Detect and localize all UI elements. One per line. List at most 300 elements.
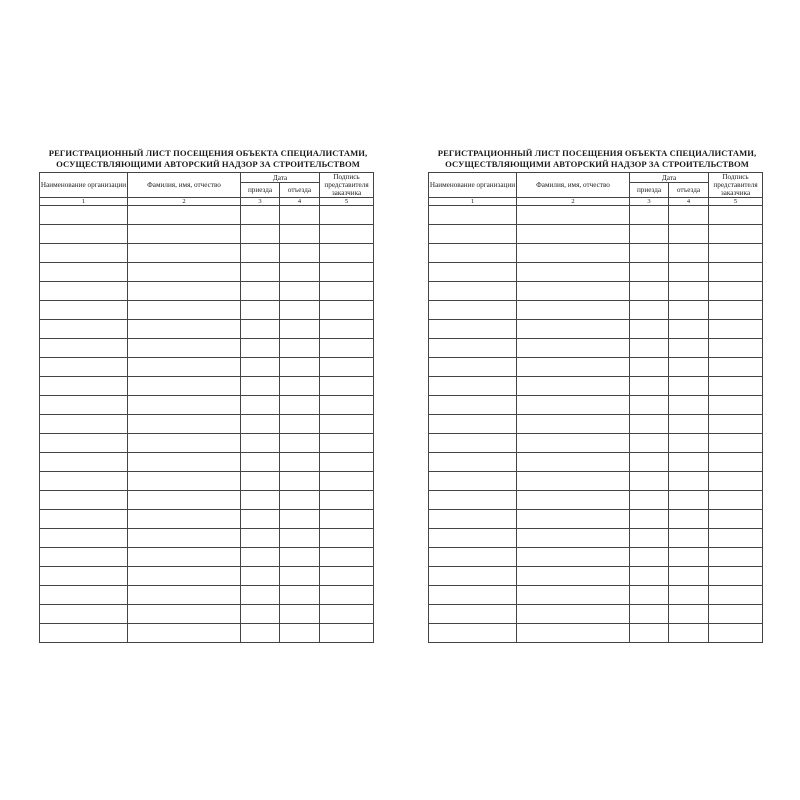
table-row bbox=[429, 358, 763, 377]
column-number: 4 bbox=[669, 198, 709, 206]
table-cell bbox=[709, 206, 763, 225]
table-row bbox=[429, 225, 763, 244]
table-cell bbox=[280, 263, 320, 282]
table-cell bbox=[517, 510, 630, 529]
table-cell bbox=[517, 491, 630, 510]
table-cell bbox=[517, 263, 630, 282]
table-cell bbox=[320, 358, 374, 377]
table-cell bbox=[709, 567, 763, 586]
table-cell bbox=[40, 396, 128, 415]
form-title bbox=[22, 148, 394, 170]
table-cell bbox=[280, 548, 320, 567]
table-cell bbox=[709, 510, 763, 529]
table-cell bbox=[429, 472, 517, 491]
table-cell bbox=[128, 624, 241, 643]
table-cell bbox=[128, 244, 241, 263]
table-cell bbox=[320, 624, 374, 643]
table-cell bbox=[630, 453, 669, 472]
table-row bbox=[429, 339, 763, 358]
header-signature: Подпись представителя заказчика bbox=[709, 173, 763, 198]
table-cell bbox=[669, 263, 709, 282]
table-cell bbox=[429, 529, 517, 548]
table-cell bbox=[320, 301, 374, 320]
table-cell bbox=[241, 339, 280, 358]
registration-table bbox=[428, 172, 763, 643]
table-cell bbox=[517, 586, 630, 605]
table-row bbox=[429, 605, 763, 624]
table-row bbox=[40, 320, 374, 339]
table-cell bbox=[241, 415, 280, 434]
table-cell bbox=[241, 529, 280, 548]
table-cell bbox=[630, 605, 669, 624]
table-cell bbox=[40, 377, 128, 396]
title-line-2: ОСУЩЕСТВЛЯЮЩИМИ АВТОРСКИЙ НАДЗОР ЗА СТРОИТЕЛЬСТВОМ bbox=[445, 159, 749, 169]
table-cell bbox=[669, 586, 709, 605]
table-row bbox=[40, 491, 374, 510]
table-cell bbox=[429, 244, 517, 263]
table-cell bbox=[429, 434, 517, 453]
table-cell bbox=[280, 282, 320, 301]
table-row bbox=[429, 263, 763, 282]
header-departure: отъезда bbox=[280, 183, 320, 198]
table-cell bbox=[320, 510, 374, 529]
table-cell bbox=[40, 624, 128, 643]
table-row bbox=[40, 358, 374, 377]
table-cell bbox=[320, 472, 374, 491]
table-cell bbox=[320, 415, 374, 434]
table-cell bbox=[320, 282, 374, 301]
table-cell bbox=[320, 567, 374, 586]
table-cell bbox=[630, 510, 669, 529]
header-name: Фамилия, имя, отчество bbox=[517, 173, 630, 198]
table-cell bbox=[40, 434, 128, 453]
table-cell bbox=[630, 263, 669, 282]
table-cell bbox=[40, 263, 128, 282]
table-cell bbox=[669, 377, 709, 396]
table-cell bbox=[128, 434, 241, 453]
table-cell bbox=[429, 624, 517, 643]
table-row bbox=[40, 434, 374, 453]
header-org: Наименование организации bbox=[429, 173, 517, 198]
table-cell bbox=[429, 377, 517, 396]
table-cell bbox=[669, 339, 709, 358]
table-cell bbox=[709, 624, 763, 643]
table-cell bbox=[320, 586, 374, 605]
table-cell bbox=[630, 415, 669, 434]
table-cell bbox=[630, 472, 669, 491]
table-cell bbox=[40, 605, 128, 624]
table-cell bbox=[669, 510, 709, 529]
table-cell bbox=[517, 244, 630, 263]
column-number: 1 bbox=[40, 198, 128, 206]
table-cell bbox=[669, 491, 709, 510]
table-cell bbox=[320, 320, 374, 339]
table-cell bbox=[40, 339, 128, 358]
table-cell bbox=[241, 472, 280, 491]
table-cell bbox=[320, 453, 374, 472]
table-cell bbox=[241, 320, 280, 339]
header-arrival: приезда bbox=[241, 183, 280, 198]
table-cell bbox=[669, 282, 709, 301]
table-cell bbox=[40, 472, 128, 491]
table-row bbox=[429, 244, 763, 263]
table-row bbox=[40, 339, 374, 358]
title-line-1: РЕГИСТРАЦИОННЫЙ ЛИСТ ПОСЕЩЕНИЯ ОБЪЕКТА СПЕЦИАЛИСТАМИ, bbox=[48, 148, 368, 158]
table-cell bbox=[709, 453, 763, 472]
header-signature: Подпись представителя заказчика bbox=[320, 173, 374, 198]
table-cell bbox=[669, 548, 709, 567]
table-cell bbox=[669, 396, 709, 415]
column-number: 2 bbox=[128, 198, 241, 206]
table-row bbox=[429, 510, 763, 529]
table-cell bbox=[128, 358, 241, 377]
table-cell bbox=[517, 301, 630, 320]
title-line-2: ОСУЩЕСТВЛЯЮЩИМИ АВТОРСКИЙ НАДЗОР ЗА СТРОИТЕЛЬСТВОМ bbox=[56, 159, 360, 169]
table-row bbox=[40, 567, 374, 586]
table-cell bbox=[241, 624, 280, 643]
table-cell bbox=[40, 586, 128, 605]
column-number: 1 bbox=[429, 198, 517, 206]
table-cell bbox=[517, 282, 630, 301]
header-departure: отъезда bbox=[669, 183, 709, 198]
table-cell bbox=[128, 206, 241, 225]
table-cell bbox=[40, 301, 128, 320]
table-cell bbox=[40, 453, 128, 472]
table-cell bbox=[280, 206, 320, 225]
table-cell bbox=[709, 263, 763, 282]
table-cell bbox=[517, 415, 630, 434]
table-row bbox=[40, 396, 374, 415]
table-cell bbox=[630, 567, 669, 586]
table-cell bbox=[709, 301, 763, 320]
table-cell bbox=[429, 282, 517, 301]
table-row bbox=[429, 206, 763, 225]
table-cell bbox=[669, 453, 709, 472]
header-name: Фамилия, имя, отчество bbox=[128, 173, 241, 198]
table-cell bbox=[280, 301, 320, 320]
table-cell bbox=[517, 225, 630, 244]
table-cell bbox=[280, 358, 320, 377]
table-cell bbox=[429, 396, 517, 415]
table-row bbox=[429, 529, 763, 548]
table-cell bbox=[630, 301, 669, 320]
table-row bbox=[429, 491, 763, 510]
table-cell bbox=[320, 548, 374, 567]
table-cell bbox=[517, 358, 630, 377]
column-number: 5 bbox=[320, 198, 374, 206]
table-cell bbox=[709, 605, 763, 624]
table-row bbox=[40, 624, 374, 643]
table-cell bbox=[429, 358, 517, 377]
table-cell bbox=[280, 453, 320, 472]
table-cell bbox=[40, 510, 128, 529]
table-cell bbox=[128, 301, 241, 320]
table-cell bbox=[280, 320, 320, 339]
table-cell bbox=[630, 377, 669, 396]
table-cell bbox=[429, 548, 517, 567]
header-date: Дата bbox=[630, 173, 709, 183]
table-cell bbox=[320, 339, 374, 358]
table-cell bbox=[429, 206, 517, 225]
table-cell bbox=[517, 434, 630, 453]
table-row bbox=[40, 301, 374, 320]
table-cell bbox=[429, 453, 517, 472]
table-cell bbox=[517, 339, 630, 358]
table-cell bbox=[630, 225, 669, 244]
table-cell bbox=[669, 358, 709, 377]
table-cell bbox=[280, 510, 320, 529]
table-cell bbox=[320, 225, 374, 244]
table-cell bbox=[429, 320, 517, 339]
table-cell bbox=[709, 548, 763, 567]
table-cell bbox=[241, 282, 280, 301]
table-cell bbox=[40, 548, 128, 567]
table-cell bbox=[669, 567, 709, 586]
table-row bbox=[40, 529, 374, 548]
table-row bbox=[429, 301, 763, 320]
table-cell bbox=[709, 244, 763, 263]
table-cell bbox=[128, 567, 241, 586]
table-row bbox=[429, 567, 763, 586]
column-number: 3 bbox=[241, 198, 280, 206]
table-cell bbox=[630, 491, 669, 510]
table-cell bbox=[241, 358, 280, 377]
table-cell bbox=[709, 434, 763, 453]
table-cell bbox=[40, 491, 128, 510]
table-cell bbox=[709, 282, 763, 301]
table-cell bbox=[40, 415, 128, 434]
table-cell bbox=[40, 529, 128, 548]
table-row bbox=[40, 605, 374, 624]
table-row bbox=[40, 415, 374, 434]
table-cell bbox=[40, 282, 128, 301]
table-row bbox=[429, 377, 763, 396]
table-cell bbox=[128, 396, 241, 415]
table-cell bbox=[280, 472, 320, 491]
table-cell bbox=[517, 472, 630, 491]
header-arrival: приезда bbox=[630, 183, 669, 198]
table-cell bbox=[709, 377, 763, 396]
table-cell bbox=[280, 377, 320, 396]
table-cell bbox=[517, 605, 630, 624]
header-date: Дата bbox=[241, 173, 320, 183]
table-cell bbox=[241, 263, 280, 282]
table-cell bbox=[709, 529, 763, 548]
table-cell bbox=[280, 529, 320, 548]
table-cell bbox=[128, 548, 241, 567]
table-cell bbox=[128, 415, 241, 434]
header-org: Наименование организации bbox=[40, 173, 128, 198]
table-cell bbox=[320, 377, 374, 396]
table-row bbox=[429, 434, 763, 453]
table-cell bbox=[630, 624, 669, 643]
table-cell bbox=[40, 320, 128, 339]
table-cell bbox=[429, 567, 517, 586]
table-cell bbox=[241, 586, 280, 605]
table-cell bbox=[669, 605, 709, 624]
form-title bbox=[411, 148, 783, 170]
table-cell bbox=[630, 206, 669, 225]
table-cell bbox=[241, 206, 280, 225]
table-row bbox=[429, 320, 763, 339]
table-row bbox=[40, 263, 374, 282]
table-cell bbox=[241, 396, 280, 415]
table-cell bbox=[517, 320, 630, 339]
table-cell bbox=[280, 567, 320, 586]
table-cell bbox=[630, 396, 669, 415]
table-cell bbox=[669, 225, 709, 244]
table-cell bbox=[669, 206, 709, 225]
table-row bbox=[429, 624, 763, 643]
table-cell bbox=[40, 206, 128, 225]
table-cell bbox=[320, 529, 374, 548]
table-cell bbox=[429, 510, 517, 529]
table-cell bbox=[709, 472, 763, 491]
table-cell bbox=[241, 301, 280, 320]
table-cell bbox=[241, 453, 280, 472]
table-cell bbox=[630, 244, 669, 263]
table-cell bbox=[280, 491, 320, 510]
column-number: 3 bbox=[630, 198, 669, 206]
table-cell bbox=[128, 282, 241, 301]
table-cell bbox=[280, 624, 320, 643]
table-cell bbox=[280, 605, 320, 624]
table-cell bbox=[241, 377, 280, 396]
table-cell bbox=[669, 320, 709, 339]
table-row bbox=[40, 282, 374, 301]
table-cell bbox=[517, 567, 630, 586]
table-cell bbox=[280, 586, 320, 605]
table-cell bbox=[128, 453, 241, 472]
table-cell bbox=[429, 586, 517, 605]
table-cell bbox=[630, 282, 669, 301]
table-cell bbox=[429, 263, 517, 282]
column-number: 2 bbox=[517, 198, 630, 206]
table-cell bbox=[517, 377, 630, 396]
table-cell bbox=[429, 491, 517, 510]
table-cell bbox=[280, 225, 320, 244]
table-cell bbox=[709, 358, 763, 377]
table-row bbox=[429, 586, 763, 605]
table-cell bbox=[669, 624, 709, 643]
table-cell bbox=[709, 320, 763, 339]
table-cell bbox=[280, 434, 320, 453]
table-cell bbox=[709, 491, 763, 510]
table-cell bbox=[429, 225, 517, 244]
table-cell bbox=[320, 434, 374, 453]
table-cell bbox=[241, 491, 280, 510]
table-cell bbox=[128, 491, 241, 510]
table-cell bbox=[128, 225, 241, 244]
registration-table bbox=[39, 172, 374, 643]
table-cell bbox=[40, 225, 128, 244]
table-cell bbox=[320, 244, 374, 263]
table-cell bbox=[241, 567, 280, 586]
table-cell bbox=[669, 301, 709, 320]
table-cell bbox=[320, 396, 374, 415]
table-cell bbox=[128, 586, 241, 605]
table-cell bbox=[40, 567, 128, 586]
table-cell bbox=[429, 339, 517, 358]
table-cell bbox=[517, 529, 630, 548]
column-number: 5 bbox=[709, 198, 763, 206]
table-cell bbox=[669, 529, 709, 548]
table-row bbox=[40, 548, 374, 567]
table-cell bbox=[709, 225, 763, 244]
table-cell bbox=[128, 472, 241, 491]
table-cell bbox=[630, 586, 669, 605]
table-cell bbox=[241, 510, 280, 529]
table-row bbox=[429, 415, 763, 434]
table-cell bbox=[128, 510, 241, 529]
table-row bbox=[40, 453, 374, 472]
table-cell bbox=[429, 301, 517, 320]
table-cell bbox=[320, 263, 374, 282]
table-cell bbox=[429, 605, 517, 624]
table-cell bbox=[40, 358, 128, 377]
table-cell bbox=[241, 244, 280, 263]
table-cell bbox=[669, 244, 709, 263]
table-cell bbox=[630, 434, 669, 453]
table-cell bbox=[320, 605, 374, 624]
table-row bbox=[429, 548, 763, 567]
table-cell bbox=[669, 434, 709, 453]
table-cell bbox=[709, 339, 763, 358]
table-cell bbox=[128, 263, 241, 282]
table-cell bbox=[128, 339, 241, 358]
table-cell bbox=[241, 225, 280, 244]
table-row bbox=[40, 377, 374, 396]
table-row bbox=[429, 453, 763, 472]
table-cell bbox=[280, 339, 320, 358]
table-cell bbox=[241, 605, 280, 624]
table-cell bbox=[630, 339, 669, 358]
title-line-1: РЕГИСТРАЦИОННЫЙ ЛИСТ ПОСЕЩЕНИЯ ОБЪЕКТА СПЕЦИАЛИСТАМИ, bbox=[437, 148, 757, 158]
table-cell bbox=[517, 396, 630, 415]
table-row bbox=[40, 225, 374, 244]
table-cell bbox=[320, 206, 374, 225]
table-cell bbox=[669, 415, 709, 434]
table-cell bbox=[709, 415, 763, 434]
table-cell bbox=[630, 320, 669, 339]
table-cell bbox=[40, 244, 128, 263]
table-row bbox=[429, 472, 763, 491]
table-row bbox=[40, 206, 374, 225]
table-cell bbox=[517, 206, 630, 225]
table-cell bbox=[241, 434, 280, 453]
table-row bbox=[40, 244, 374, 263]
table-cell bbox=[630, 358, 669, 377]
table-cell bbox=[320, 491, 374, 510]
table-cell bbox=[630, 548, 669, 567]
table-row bbox=[40, 510, 374, 529]
table-cell bbox=[280, 244, 320, 263]
table-cell bbox=[709, 396, 763, 415]
table-cell bbox=[429, 415, 517, 434]
table-row bbox=[429, 396, 763, 415]
table-row bbox=[429, 282, 763, 301]
table-cell bbox=[517, 624, 630, 643]
table-cell bbox=[280, 396, 320, 415]
column-number: 4 bbox=[280, 198, 320, 206]
table-cell bbox=[128, 377, 241, 396]
table-cell bbox=[709, 586, 763, 605]
table-cell bbox=[128, 529, 241, 548]
table-cell bbox=[669, 472, 709, 491]
table-cell bbox=[280, 415, 320, 434]
table-cell bbox=[517, 453, 630, 472]
table-cell bbox=[128, 320, 241, 339]
